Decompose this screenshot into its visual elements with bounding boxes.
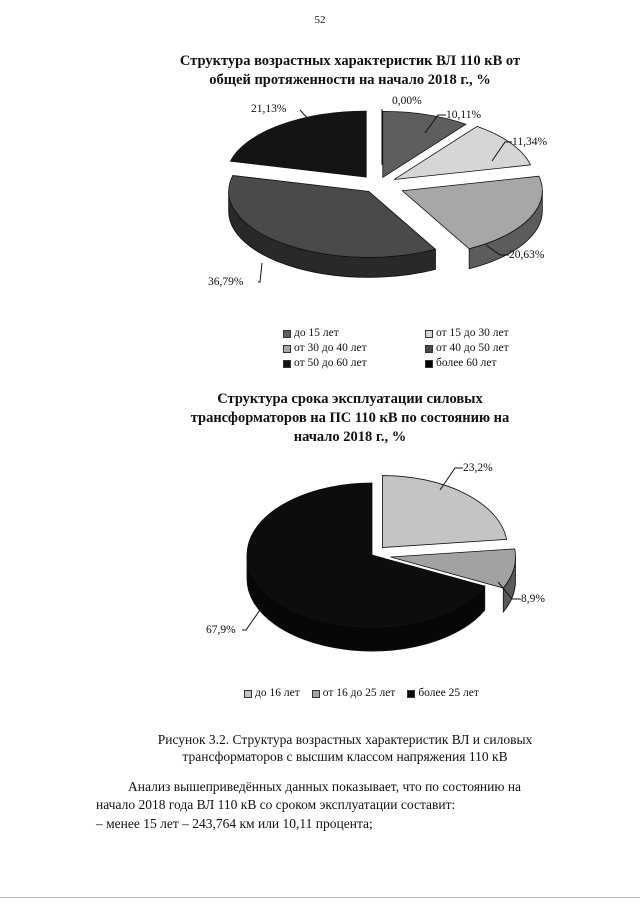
chart2-legend-item-1 <box>244 686 300 701</box>
chart2-title-line1: Структура срока эксплуатации силовых <box>217 391 483 407</box>
chart1-legend-item-2 <box>425 326 535 341</box>
chart1-legend-item-1 <box>283 326 403 341</box>
chart1-legend-swatch <box>283 330 291 338</box>
chart1-legend <box>283 326 535 371</box>
svg-text:23,2%: 23,2% <box>463 462 493 474</box>
chart1-label-4 <box>208 263 262 288</box>
chart2-legend-label: более 25 лет <box>418 687 479 699</box>
chart1-title-line2: общей протяженности на начало 2018 г., % <box>209 72 491 88</box>
chart2-title-line3: начало 2018 г., % <box>293 429 407 445</box>
chart2-legend-swatch <box>244 690 252 698</box>
chart2-title-line2: трансформаторов на ПС 110 кВ по состоянию на <box>190 410 510 426</box>
chart1-legend-swatch <box>425 360 433 368</box>
chart1-legend-label: от 40 до 50 лет <box>436 342 509 354</box>
chart2-title <box>160 390 540 447</box>
chart1-slice-5 <box>230 111 366 177</box>
list-item-1: – менее 15 лет – 243,764 км или 10,11 процента; <box>96 816 373 831</box>
chart1-legend-item-4 <box>425 341 535 356</box>
chart1-legend-swatch <box>425 330 433 338</box>
paragraph-line2: начало 2018 года ВЛ 110 кВ со сроком эксплуатации составит: <box>96 797 456 812</box>
svg-text:8,9%: 8,9% <box>521 593 545 605</box>
chart1-legend-label: от 30 до 40 лет <box>294 342 367 354</box>
chart1-legend-label: от 15 до 30 лет <box>436 327 509 339</box>
chart2-legend-swatch <box>407 690 415 698</box>
caption-line1: Рисунок 3.2. Структура возрастных характеристик ВЛ и силовых <box>157 732 533 747</box>
chart2-legend-item-3 <box>407 686 479 701</box>
chart2-legend-label: от 16 до 25 лет <box>322 687 396 699</box>
svg-text:36,79%: 36,79% <box>208 276 244 288</box>
chart1-legend-label: от 50 до 60 лет <box>294 357 367 369</box>
chart2-label-3 <box>206 610 260 636</box>
chart1-legend-swatch <box>283 360 291 368</box>
chart2-legend-label: до 16 лет <box>255 687 300 699</box>
svg-text:21,13%: 21,13% <box>251 103 287 115</box>
svg-text:20,63%: 20,63% <box>509 249 545 261</box>
chart1-title <box>150 52 550 90</box>
chart2-legend-item-2 <box>312 686 396 701</box>
svg-text:0,00%: 0,00% <box>392 95 422 107</box>
chart1-pie <box>0 95 640 315</box>
svg-text:10,11%: 10,11% <box>446 109 482 121</box>
chart2-pie <box>0 460 640 680</box>
svg-text:67,9%: 67,9% <box>206 624 236 636</box>
chart1-legend-item-5 <box>283 356 403 371</box>
bottom-rule <box>0 897 640 898</box>
caption-line2: трансформаторов с высшим классом напряжения 110 кВ <box>182 749 508 764</box>
figure-caption <box>110 731 580 765</box>
page-number: 52 <box>314 14 326 26</box>
svg-text:11,34%: 11,34% <box>512 136 548 148</box>
paragraph-line1: Анализ вышеприведённых данных показывает, что по состоянию на <box>128 779 522 794</box>
chart1-legend-item-3 <box>283 341 403 356</box>
chart1-legend-item-6 <box>425 356 535 371</box>
chart2-slice-1 <box>382 476 506 548</box>
chart1-legend-label: более 60 лет <box>436 357 497 369</box>
chart2-legend-swatch <box>312 690 320 698</box>
chart1-title-line1: Структура возрастных характеристик ВЛ 110 кВ от <box>179 53 521 69</box>
chart1-legend-swatch <box>283 345 291 353</box>
chart2-legend <box>244 686 479 701</box>
chart1-legend-swatch <box>425 345 433 353</box>
chart1-legend-label: до 15 лет <box>294 327 339 339</box>
